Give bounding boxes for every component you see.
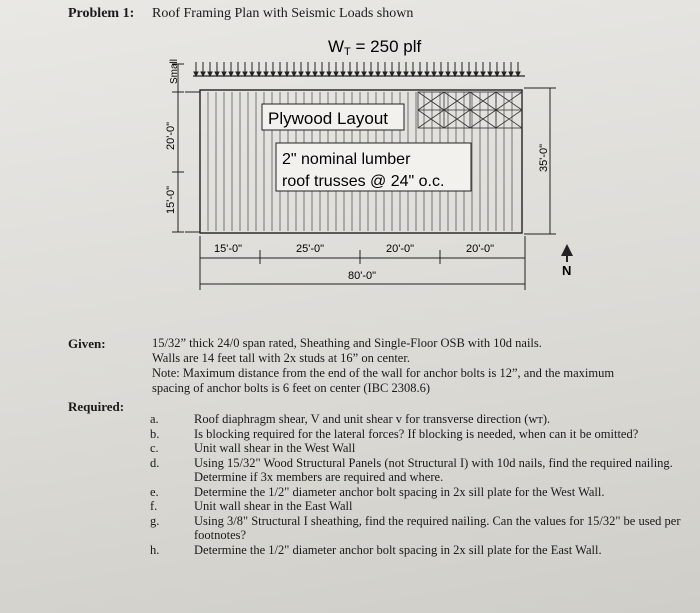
bottom-dim-1: 15'-0" bbox=[214, 243, 243, 255]
list-item: d. Using 15/32" Wood Structural Panels (not Structural I) with 10d nails, find the required nailing. Determine if 3x members are required and where. bbox=[150, 455, 673, 484]
list-item: g. Using 3/8" Structural I sheathing, find the required nailing. Can the values for 15/32" be used per footnotes? bbox=[150, 513, 681, 542]
left-dim-bottom: 15'-0" bbox=[165, 185, 177, 214]
plywood-panels bbox=[418, 92, 522, 128]
bottom-dim-3: 20'-0" bbox=[386, 243, 415, 255]
load-label: WT = 250 plf bbox=[328, 37, 422, 58]
given-line-2: Walls are 14 feet tall with 2x studs at 16” on center. bbox=[152, 351, 410, 365]
given-line-3: Note: Maximum distance from the end of the wall for anchor bolts is 12”, and the maximum bbox=[152, 366, 615, 380]
given-line-4: spacing of anchor bolts is 6 feet on center (IBC 2308.6) bbox=[152, 381, 431, 395]
problem-label: Problem 1: bbox=[68, 6, 135, 21]
list-item: c. Unit wall shear in the West Wall bbox=[150, 441, 356, 455]
given-line-1: 15/32” thick 24/0 span rated, Sheathing and Single-Floor OSB with 10d nails. bbox=[152, 336, 542, 350]
plywood-layout-label: Plywood Layout bbox=[268, 109, 389, 128]
bottom-dim-2: 25'-0" bbox=[296, 243, 325, 255]
small-label: Small bbox=[169, 58, 180, 84]
bottom-dim-4: 20'-0" bbox=[466, 243, 495, 255]
list-item: h. Determine the 1/2" diameter anchor bolt spacing in 2x sill plate for the East Wall. bbox=[150, 542, 602, 557]
required-label: Required: bbox=[68, 399, 125, 414]
given-label: Given: bbox=[68, 336, 106, 351]
given-text bbox=[152, 336, 692, 396]
north-arrow-icon bbox=[561, 244, 573, 262]
total-dim: 80'-0" bbox=[348, 270, 377, 282]
list-item: a. Roof diaphragm shear, V and unit shear v for transverse direction (wᴛ). bbox=[150, 412, 551, 426]
list-item: e. Determine the 1/2" diameter anchor bolt spacing in 2x sill plate for the West Wall. bbox=[150, 484, 605, 499]
truss-label-line1: 2" nominal lumber bbox=[282, 151, 411, 168]
list-item: f. Unit wall shear in the East Wall bbox=[150, 499, 353, 513]
required-list bbox=[150, 412, 695, 557]
truss-label-line2: roof trusses @ 24" o.c. bbox=[282, 173, 445, 190]
problem-title: Roof Framing Plan with Seismic Loads shown bbox=[152, 6, 414, 21]
list-item: b. Is blocking required for the lateral forces? If blocking is needed, when can it be omitted? bbox=[150, 426, 639, 441]
right-dim: 35'-0" bbox=[538, 143, 550, 172]
north-label: N bbox=[562, 263, 572, 278]
load-arrows bbox=[194, 62, 520, 76]
left-dim-top: 20'-0" bbox=[165, 121, 177, 150]
